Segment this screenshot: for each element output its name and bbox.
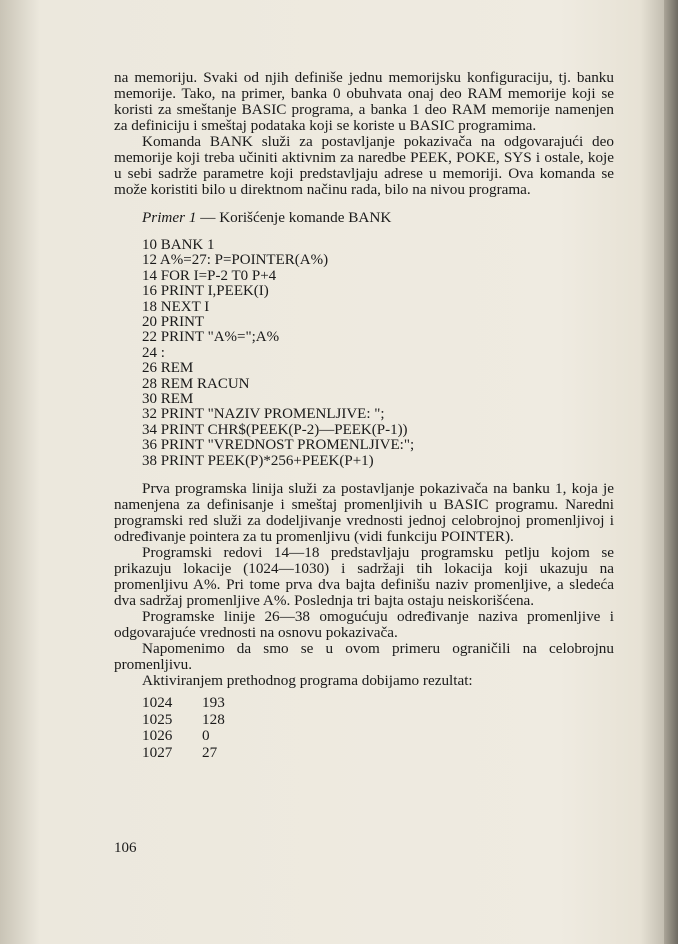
paragraph-note: Napomenimo da smo se u ovom primeru ograničili na celobrojnu promenljivu. bbox=[114, 640, 614, 674]
code-line: 28 REM RACUN bbox=[142, 375, 250, 392]
code-line: 10 BANK 1 bbox=[142, 237, 215, 253]
paragraph-explain-loop: Programski redovi 14—18 predstavljaju programsku petlju kojom se prikazuju lokacije (1024—1030) i sadržaji tih lokacija koji ukazuju na promenljivu A%. Pri tome prva dva bajta definišu naziv promenljive, a sledeća dva sadržaj promenljive A%. Poslednja tri bajta ostaju neiskorišćena. bbox=[114, 544, 614, 610]
result-table bbox=[114, 695, 614, 761]
code-line: 30 REM bbox=[142, 391, 194, 408]
result-row bbox=[142, 695, 614, 712]
example-heading bbox=[114, 210, 614, 226]
result-value: 128 bbox=[202, 710, 225, 728]
code-line: 32 PRINT "NAZIV PROMENLJIVE: "; bbox=[142, 406, 385, 423]
result-value: 0 bbox=[202, 727, 210, 745]
book-spine-shadow bbox=[664, 0, 678, 944]
result-address: 1025 bbox=[142, 710, 173, 728]
result-address: 1026 bbox=[142, 727, 173, 745]
page-content bbox=[114, 70, 614, 761]
code-line: 18 NEXT I bbox=[142, 298, 210, 315]
code-line: 26 REM bbox=[142, 360, 194, 377]
paragraph-explain-line-1: Prva programska linija služi za postavljanje pokazivača na banku 1, koja je namenjena za definisanje i smeštaj promenljivih u BASIC programu. Naredni programski red služi za dodeljivanje vrednosti jednoj celobrojnoj promenljivoj i određivanje pointera za tu promenljivu (vidi funkciju POINTER). bbox=[114, 480, 614, 546]
page-number: 106 bbox=[114, 840, 137, 856]
code-line: 38 PRINT PEEK(P)*256+PEEK(P+1) bbox=[142, 452, 374, 469]
example-label: Primer 1 bbox=[142, 209, 197, 226]
code-line: 20 PRINT bbox=[142, 314, 205, 331]
code-line: 14 FOR I=P-2 T0 P+4 bbox=[142, 267, 277, 284]
example-title: — Korišćenje komande BANK bbox=[196, 209, 392, 226]
code-line: 16 PRINT I,PEEK(I) bbox=[142, 283, 269, 300]
result-value: 27 bbox=[202, 743, 218, 761]
code-listing bbox=[114, 238, 614, 469]
paragraph-result-intro: Aktiviranjem prethodnog programa dobijamo rezultat: bbox=[142, 672, 473, 690]
result-row bbox=[142, 745, 614, 762]
code-line: 24 : bbox=[142, 344, 165, 361]
paragraph-intro-continued: na memoriju. Svaki od njih definiše jednu memorijsku konfiguraciju, tj. banku memorije. Tako, na primer, banka 0 obuhvata onaj deo RAM memorije koji se koristi za smeštanje BASIC programa, a banka 1 deo RAM memorije namenjen za definiciju i smeštaj podataka koji se koriste u BASIC programima. bbox=[114, 69, 614, 134]
result-address: 1027 bbox=[142, 743, 173, 761]
code-line: 12 A%=27: P=POINTER(A%) bbox=[142, 252, 329, 269]
code-line: 22 PRINT "A%=";A% bbox=[142, 329, 280, 346]
code-line: 34 PRINT CHR$(PEEK(P-2)—PEEK(P-1)) bbox=[142, 421, 408, 438]
result-row bbox=[142, 712, 614, 729]
result-row bbox=[142, 728, 614, 745]
result-address: 1024 bbox=[142, 694, 173, 712]
result-value: 193 bbox=[202, 694, 225, 712]
paragraph-bank-command: Komanda BANK služi za postavljanje pokazivača na odgovarajući deo memorije koji treba učiniti aktivnim za naredbe PEEK, POKE, SYS i ostale, koje u sebi sadrže parametre koji predstavljaju adrese u memoriji. Ova komanda se može koristiti bilo u direktnom načinu rada, bilo na nivou programa. bbox=[114, 133, 614, 198]
paragraph-explain-lines-26-38: Programske linije 26—38 omogućuju određivanje naziva promenljive i odgovarajuće vrednosti na osnovu pokazivača. bbox=[114, 608, 614, 642]
code-line: 36 PRINT "VREDNOST PROMENLJIVE:"; bbox=[142, 437, 415, 454]
